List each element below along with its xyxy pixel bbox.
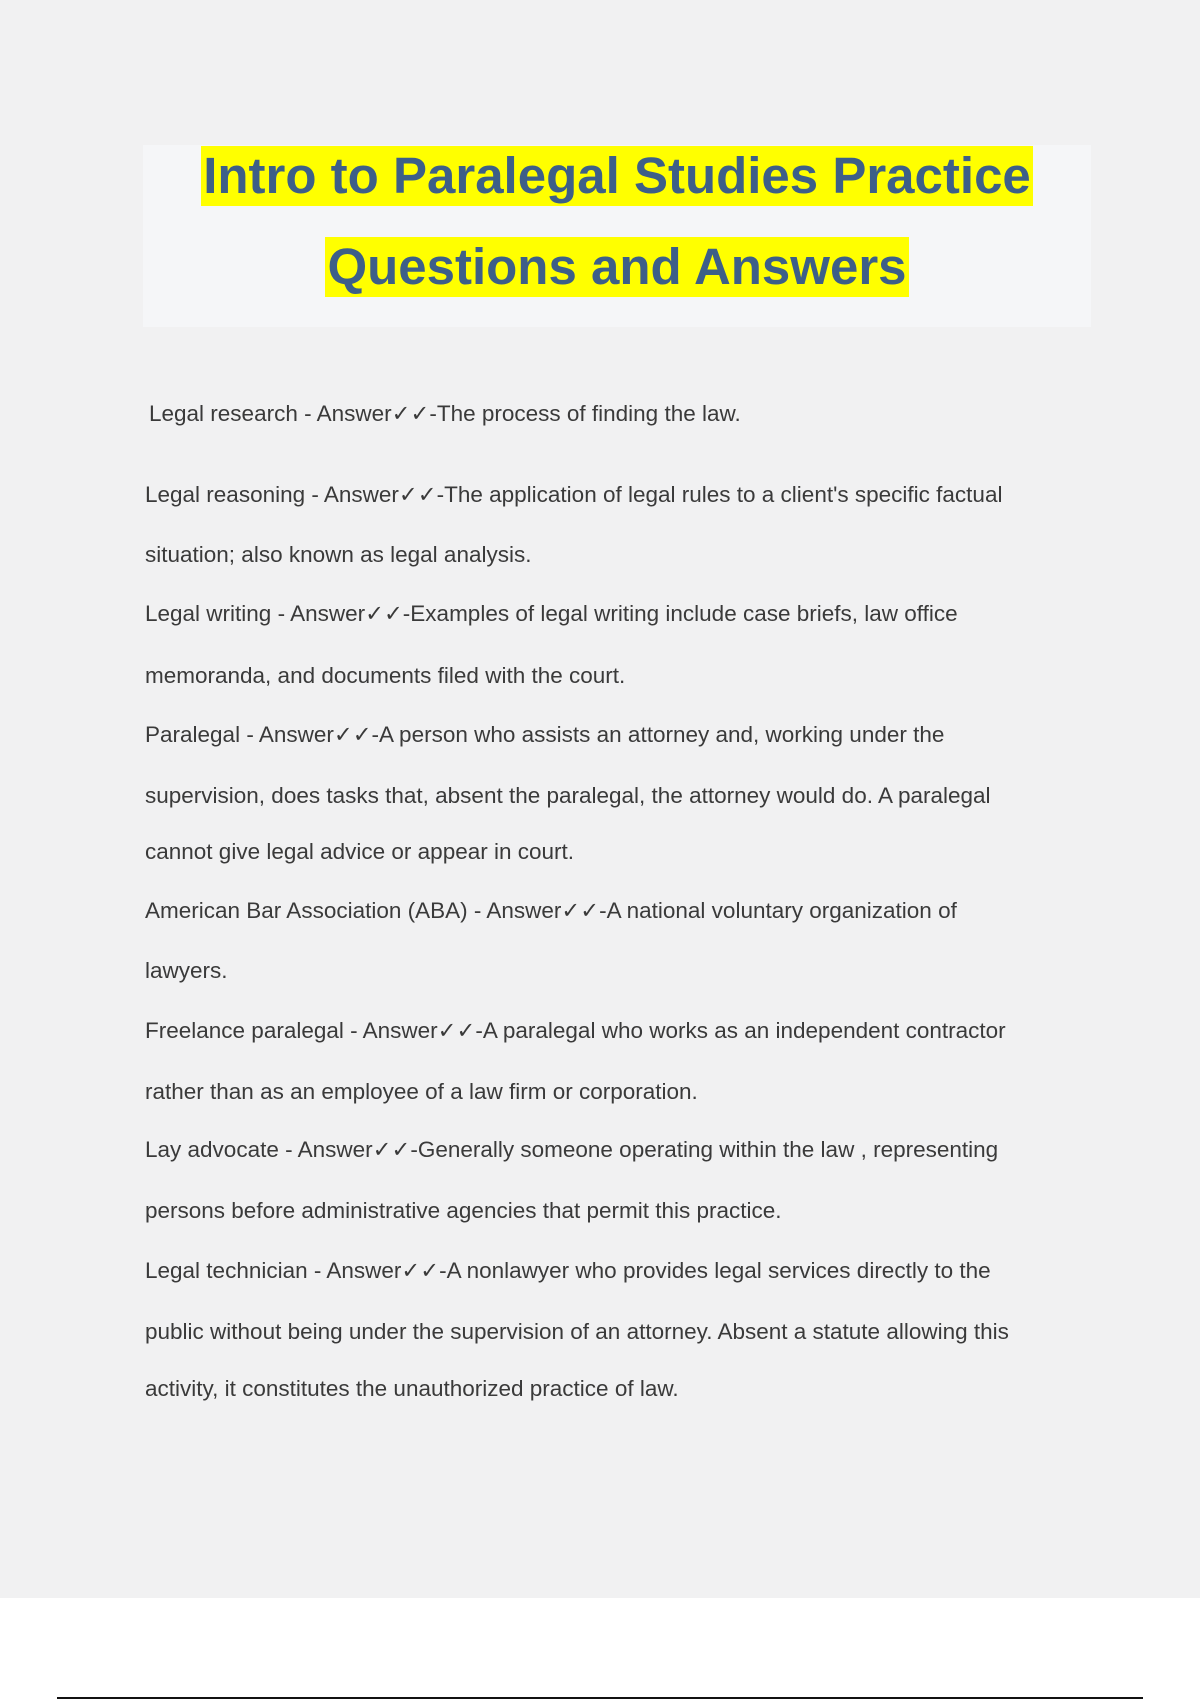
entry-7-line-1: Lay advocate - Answer✓✓-Generally someone operating within the law , representing xyxy=(145,1137,999,1162)
entry-4-line-2: supervision, does tasks that, absent the paralegal, the attorney would do. A paralegal xyxy=(145,783,991,808)
entry-6-line-2: rather than as an employee of a law firm or corporation. xyxy=(145,1079,698,1104)
footer-divider xyxy=(57,1697,1143,1699)
document-title-line-1: Intro to Paralegal Studies Practice xyxy=(203,147,1031,204)
entry-4-line-1: Paralegal - Answer✓✓-A person who assists an attorney and, working under the xyxy=(145,722,945,747)
entry-2-line-2: situation; also known as legal analysis. xyxy=(145,542,532,567)
title-line-2-wrap xyxy=(143,237,1091,297)
entry-1-line-1: Legal research - Answer✓✓-The process of finding the law. xyxy=(149,401,741,426)
entry-7-line-2: persons before administrative agencies that permit this practice. xyxy=(145,1198,782,1223)
title-line-1-wrap xyxy=(143,146,1091,206)
entry-8-line-1: Legal technician - Answer✓✓-A nonlawyer who provides legal services directly to the xyxy=(145,1258,991,1283)
entry-5-line-1: American Bar Association (ABA) - Answer✓✓-A national voluntary organization of xyxy=(145,898,957,923)
entry-8-line-2: public without being under the supervision of an attorney. Absent a statute allowing this xyxy=(145,1319,1009,1344)
document-title-line-2: Questions and Answers xyxy=(327,238,907,295)
entry-2-line-1: Legal reasoning - Answer✓✓-The application of legal rules to a client's specific factual xyxy=(145,482,1003,507)
entry-8-line-3: activity, it constitutes the unauthorized practice of law. xyxy=(145,1376,679,1401)
entry-3-line-2: memoranda, and documents filed with the court. xyxy=(145,663,626,688)
entry-5-line-2: lawyers. xyxy=(145,958,228,983)
entry-6-line-1: Freelance paralegal - Answer✓✓-A paralegal who works as an independent contractor xyxy=(145,1018,1006,1043)
entry-4-line-3: cannot give legal advice or appear in court. xyxy=(145,839,575,864)
entry-3-line-1: Legal writing - Answer✓✓-Examples of legal writing include case briefs, law office xyxy=(145,601,958,626)
